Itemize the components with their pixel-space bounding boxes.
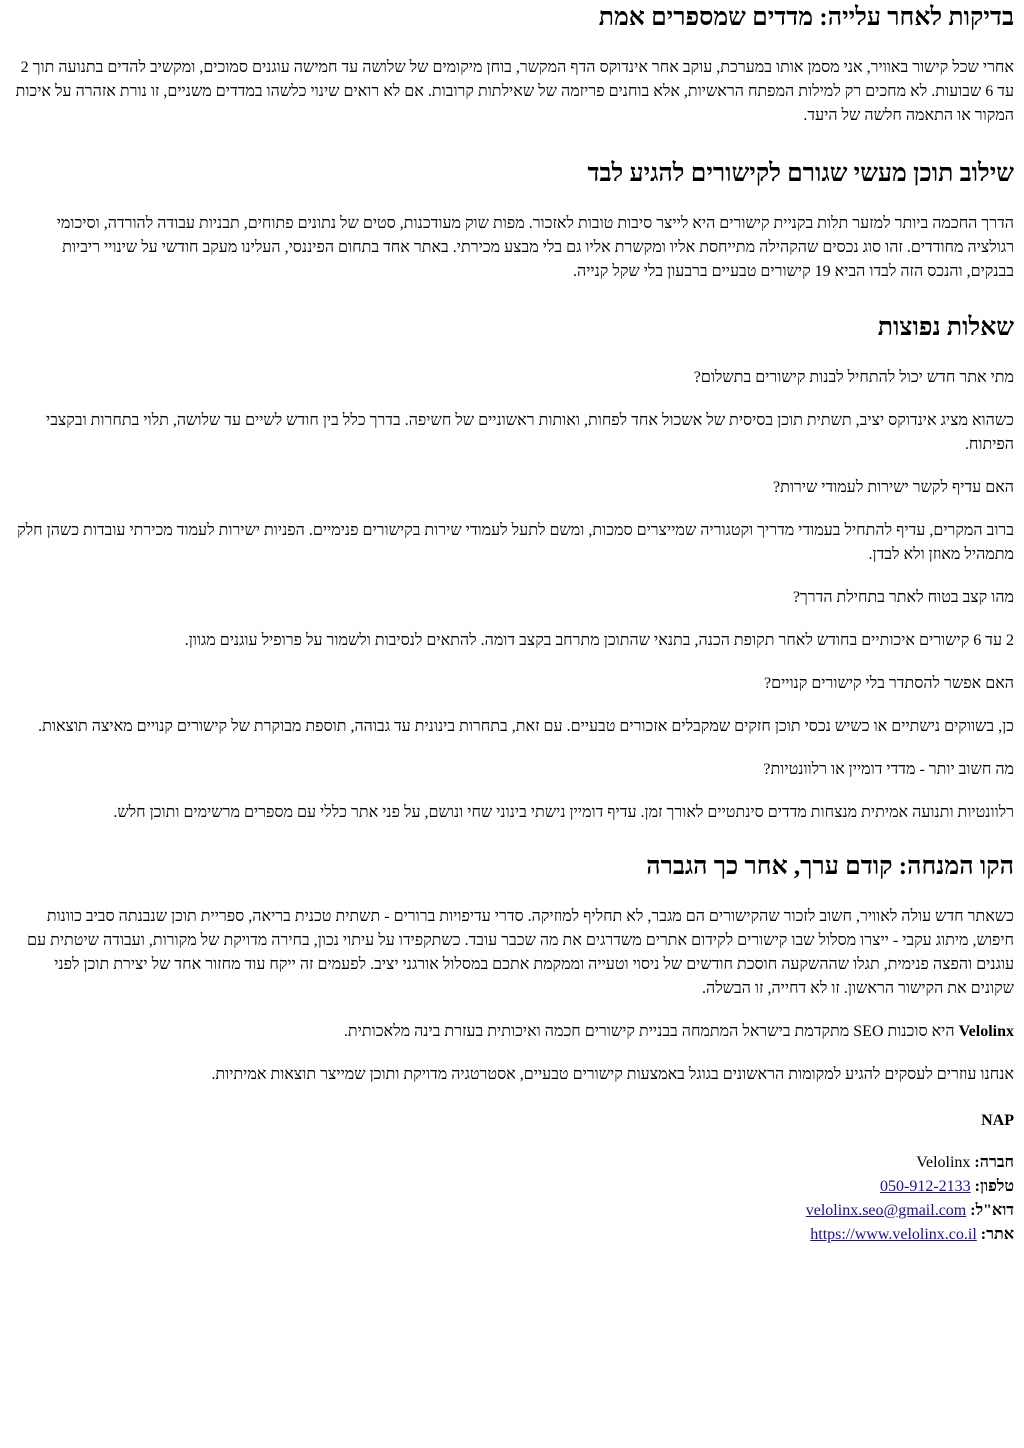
phone-label: טלפון: xyxy=(974,1178,1014,1195)
faq-answer: כן, בשווקים נישתיים או כשיש נכסי תוכן חזקים שמקבלים אזכורים טבעיים. עם זאת, בתחרות בינונית עד גבוהה, תוספת מבוקרת של קישורים קנויים מאיצה תוצאות. xyxy=(38,718,1014,735)
phone-link[interactable]: 050-912-2133 xyxy=(879,1178,971,1195)
contact-company xyxy=(12,1151,1014,1175)
section-heading-guideline: הקו המנחה: קודם ערך, אחר כך הגברה xyxy=(646,853,1014,880)
faq-answer: 2 עד 6 קישורים איכותיים בחודש לאחר תקופת הכנה, בתנאי שהתוכן מתרחב בקצב דומה. להתאים לנסיבות ולשמור על פרופיל עוגנים מגוון. xyxy=(184,632,1014,649)
email-label: דוא"ל: xyxy=(970,1202,1014,1219)
faq-answer: כשהוא מציג אינדוקס יציב, תשתית תוכן בסיסית של אשכול אחד לפחות, ואותות ראשוניים של חשיפה. בדרך כלל בין חודש לשיים עד שלושה, תלוי בתחרות ובקצבי הפיתוח. xyxy=(46,412,1014,453)
site-label: אתר: xyxy=(980,1226,1014,1243)
section-heading-checks: בדיקות לאחר עלייה: מדדים שמספרים אמת xyxy=(598,4,1014,31)
site-link[interactable]: https://www.velolinx.co.il xyxy=(810,1226,977,1243)
section-heading-content: שילוב תוכן מעשי שגורם לקישורים להגיע לבד xyxy=(587,160,1014,187)
company-value: Velolinx xyxy=(916,1154,971,1171)
faq-question: האם אפשר להסתדר בלי קישורים קנויים? xyxy=(763,675,1014,692)
section-heading-faq: שאלות נפוצות xyxy=(877,314,1014,341)
faq-question: האם עדיף לקשר ישירות לעמודי שירות? xyxy=(772,479,1014,496)
about-text: היא סוכנות SEO מתקדמת בישראל המתמחה בבניית קישורים חכמה ואיכותית בעזרת בינה מלאכותית. xyxy=(343,1023,959,1040)
paragraph-content: הדרך החכמה ביותר למזער תלות בקניית קישורים היא לייצר סיבות טובות לאזכור. מפות שוק מעודכנות, סטים של נתונים פתוחים, תבניות עבודה להורדה, וסיכומי רגולציה מחודדים. זהו סוג נכסים שהקהילה מתייחסת אליו ומקשרת אליו גם בלי מבצע מכירתי. באתר אחד בתחום הפיננסי, העלינו מעקב חודשי על שינויי ריביות בבנקים, והנכס הזה לבדו הביא 19 קישורים טבעיים ברבעון בלי שקל קנייה. xyxy=(56,215,1014,280)
paragraph-mission: אנחנו עוזרים לעסקים להגיע למקומות הראשונים בגוגל באמצעות קישורים טבעיים, אסטרטגיה מדויקת ותוכן שמייצר תוצאות אמיתיות. xyxy=(211,1066,1014,1083)
paragraph-guideline: כשאתר חדש עולה לאוויר, חשוב לזכור שהקישורים הם מגבר, לא תחליף למוזיקה. סדרי עדיפויות ברורים - תשתית טכנית בריאה, ספריית תוכן שנבנתה סביב כוונות חיפוש, מיתוג עקבי - ייצרו מסלול שבו קישורים לקידום אתרים משדרגים את מה שכבר עובד. כשתקפידו על עיתוי נכון, בחירה מדויקת של מקורות, ועבודה שיטתית עם עוגנים והפצה פנימית, תגלו שההשקעה חוסכת חודשים של ניסוי וטעייה וממקמת אתכם במסלול אורגני יציב. לפעמים זה ייקח עוד מחזור אחד של יצירת תוכן לפני שקונים את הקישור הראשון. זו לא דחייה, זו הבשלה. xyxy=(27,908,1014,997)
nap-heading: NAP xyxy=(981,1112,1014,1129)
faq-answer: רלוונטיות ותנועה אמיתית מנצחות מדדים סינתטיים לאורך זמן. עדיף דומיין נישתי בינוני שחי ונושם, על פני אתר כללי עם מספרים מרשימים ותוכן חלש. xyxy=(113,804,1014,821)
contact-phone xyxy=(12,1175,1014,1199)
paragraph-about xyxy=(12,1020,1014,1044)
email-link[interactable]: velolinx.seo@gmail.com xyxy=(805,1202,967,1219)
contact-email xyxy=(12,1199,1014,1223)
faq-question: מהו קצב בטוח לאתר בתחילת הדרך? xyxy=(792,589,1014,606)
faq-question: מה חשוב יותר - מדדי דומיין או רלוונטיות? xyxy=(763,761,1014,778)
contact-site xyxy=(12,1223,1014,1247)
faq-answer: ברוב המקרים, עדיף להתחיל בעמודי מדריך וקטגוריה שמייצרים סמכות, ומשם לתעל לעמודי שירות בקישורים פנימיים. הפניות ישירות לעמוד מכירתי עובדות כשהן חלק מתמהיל מאוזן ולא לבדן. xyxy=(17,522,1014,563)
brand-name: Velolinx xyxy=(958,1023,1014,1040)
company-label: חברה: xyxy=(974,1154,1014,1171)
paragraph-checks: אחרי שכל קישור באוויר, אני מסמן אותו במערכת, עוקב אחר אינדוקס הדף המקשר, בוחן מיקומים של שלושה עד חמישה עוגנים סמוכים, ומקשיב להדים בתנועה תוך 2 עד 6 שבועות. לא מחכים רק למילות המפתח הראשיות, אלא בוחנים פריזמה של שאילתות קרובות. אם לא רואים שינוי כלשהו במדדים משניים, זו נורת אזהרה על איכות המקור או התאמה חלשה של היעד. xyxy=(15,59,1014,124)
faq-question: מתי אתר חדש יכול להתחיל לבנות קישורים בתשלום? xyxy=(693,369,1014,386)
